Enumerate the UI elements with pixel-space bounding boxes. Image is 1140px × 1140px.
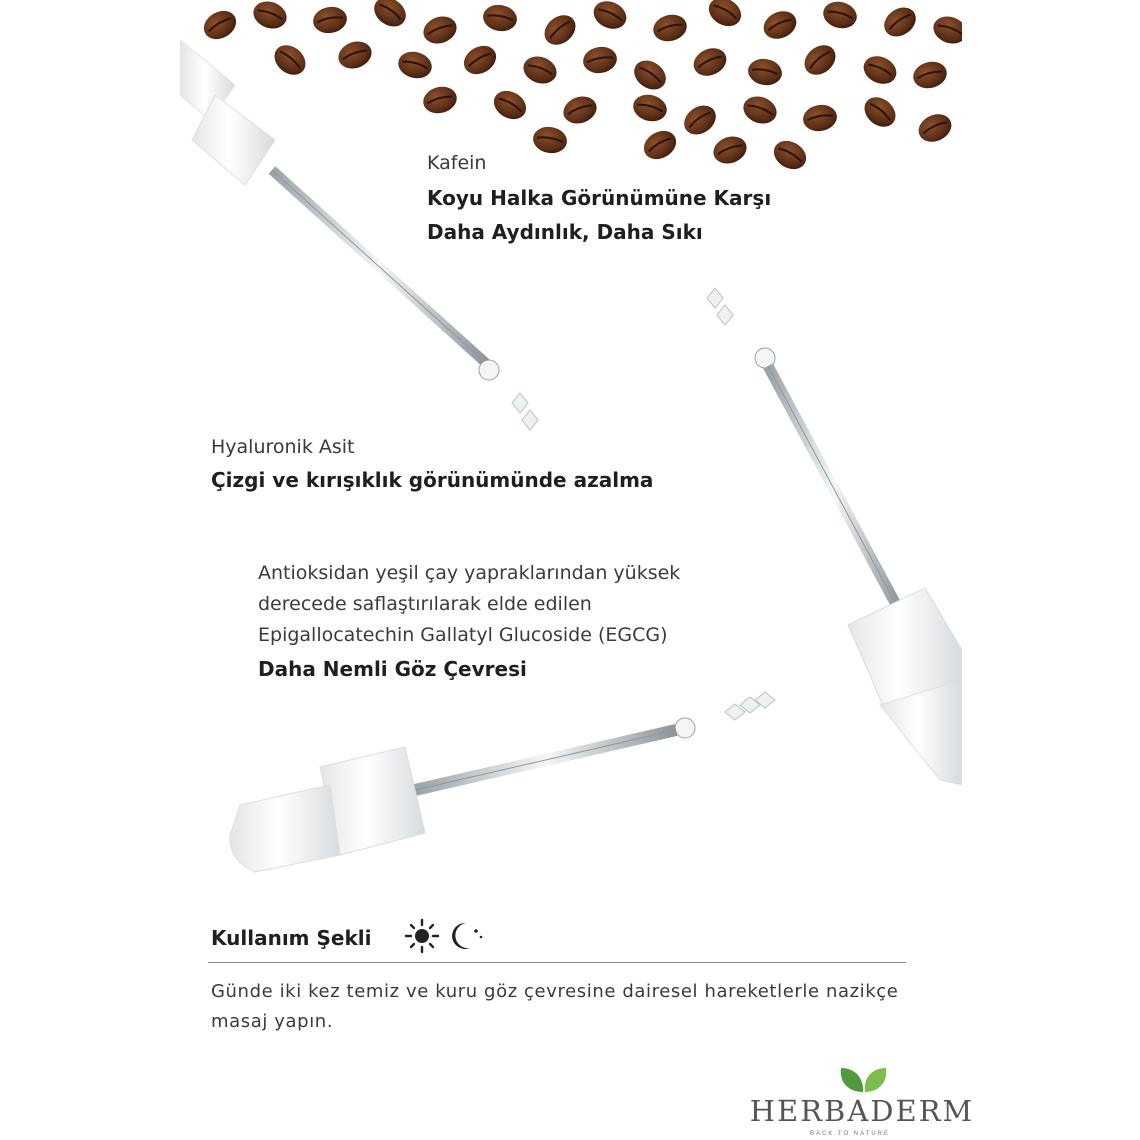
usage-title: Kullanım Şekli [211,926,372,950]
hyaluronic-acid-label: Hyaluronik Asit [211,436,355,458]
sun-icon [406,920,438,952]
usage-icons [400,917,490,955]
moon-stars-icon [452,923,482,949]
coffee-beans [199,0,962,175]
kafein-label: Kafein [427,152,487,174]
kafein-benefit-2: Daha Aydınlık, Daha Sıkı [427,220,703,244]
egcg-description: Antioksidan yeşil çay yapraklarından yüksek derecede saflaştırılarak elde edilen Epigallocatechin Gallatyl Glucoside (EGCG) [258,562,681,646]
kafein-benefit-1: Koyu Halka Görünümüne Karşı [427,186,772,210]
hyaluronic-acid-benefit: Çizgi ve kırışıklık görünümünde azalma [211,468,654,492]
brand-tagline: BACK TO NATURE [809,1131,890,1137]
usage-instructions: Günde iki kez temiz ve kuru göz çevresine dairesel hareketlerle nazikçe masaj yapın. [211,981,899,1032]
dropper-icon [230,692,775,872]
dropper-icon [707,288,962,785]
egcg-benefit: Daha Nemli Göz Çevresi [258,657,527,681]
divider [208,962,906,963]
brand-name: HERBADERM [749,1094,975,1128]
